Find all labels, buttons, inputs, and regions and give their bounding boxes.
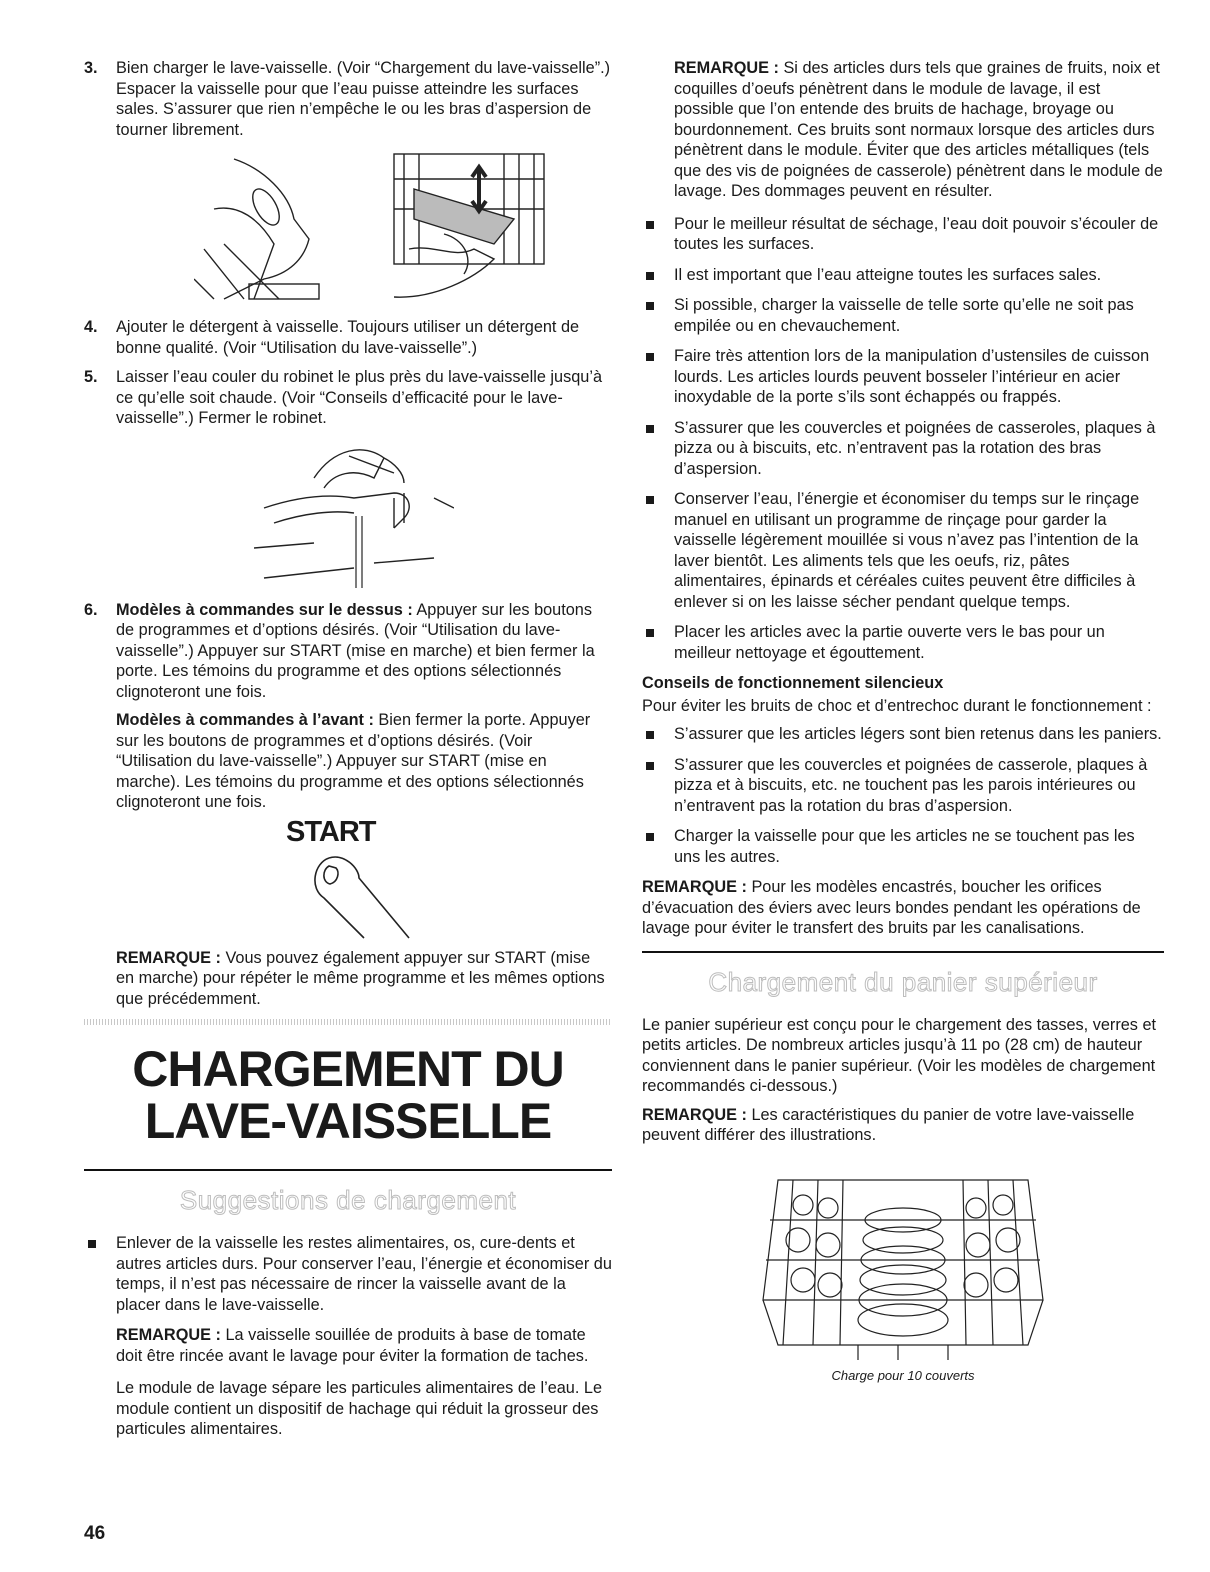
step-3 [84,58,612,140]
step-5 [84,367,612,429]
list-item-text: Enlever de la vaisselle les restes alimentaires, os, cure-dents et autres articles durs. Pour conserver l’eau, l’énergie et économiser du temps, il n’est pas nécessaire de rincer la vaisselle avant de la placer dans le lave-vaisselle. [116,1234,612,1314]
upper-rack-illustration [758,1160,1048,1360]
remark-label: REMARQUE : [116,1326,221,1344]
top-controls-text: Appuyer sur les boutons de programmes et d’options désirés. (Voir “Utilisation du lave-vaisselle”.) Appuyer sur START (mise en marche) et bien fermer la porte. Les témoins du programme et des options sélectionnés clignoteront une fois. [116,600,595,701]
divider [84,1169,612,1171]
divider [642,951,1164,953]
faucet-illustration [254,438,454,588]
step-number: 4. [84,318,98,336]
list-item [642,826,1164,867]
main-title-line2: LAVE-VAISSELLE [144,1093,552,1149]
remark-label: REMARQUE : [116,948,221,967]
list-item [642,418,1164,480]
step-number: 5. [84,368,98,386]
step-number: 3. [84,59,98,77]
list-item [642,622,1164,663]
divider [84,1019,612,1025]
quiet-tips-title: Conseils de fonctionnement silencieux [642,674,944,692]
quiet-tips-intro: Pour éviter les bruits de choc et d’entrechoc durant le fonctionnement : [642,696,1152,715]
remark-label: REMARQUE : [674,59,779,77]
list-item [642,346,1164,408]
front-controls-text: Bien fermer la porte. Appuyer sur les boutons de programmes et d’options désirés. (Voir “Utilisation du lave-vaisselle”.) Appuyer sur START (mise en marche). Les témoins du programme et des options sélectionnés clignoteront une fois. [116,711,591,811]
list-item [642,755,1164,817]
list-item-text: Charger la vaisselle pour que les articles ne se touchent pas les uns les autres. [674,827,1135,866]
list-item [642,265,1164,286]
main-title-line1: CHARGEMENT DU [132,1041,564,1097]
list-item-text: Faire très attention lors de la manipulation d’ustensiles de cuisson lourds. Les articles lourds peuvent bosseler l’intérieur en acier inoxydable de la porte s’ils sont échappés ou frappés. [674,347,1150,406]
remark-text: Si des articles durs tels que graines de fruits, noix et coquilles d’oeufs pénètrent dans le module de lavage, il est possible que l’on entende des bruits de hachage, broyage ou bourdonnement. Ces bruits sont normaux lorsque des articles durs pénètrent dans le module. Éviter que des articles métalliques (tels que des vis de poignées de casserole) pénètrent dans le module de lavage. Des dommages peuvent en résulter. [674,59,1163,200]
start-label: START [286,815,376,848]
upper-rack-title: Chargement du panier supérieur [708,966,1098,997]
list-item-text: S’assurer que les articles légers sont bien retenus dans les paniers. [674,725,1162,743]
list-item-text: S’assurer que les couvercles et poignées de casseroles, plaques à pizza ou à biscuits, etc. n’entravent pas la rotation des bras d’aspersion. [674,418,1156,478]
list-item-text: S’assurer que les couvercles et poignées de casserole, plaques à pizza et à biscuits, etc. ne touchent pas les parois intérieures ou n’entravent pas la rotation du bras d’aspersion. [674,755,1148,815]
step-text: Bien charger le lave-vaisselle. (Voir “Chargement du lave-vaisselle”.) Espacer la vaisselle pour que l’eau puisse atteindre les surfaces sales. S’assurer que rien n’empêche le ou les bras d’aspersion de tourner librement. [116,59,611,139]
step-6 [84,600,612,813]
list-item [642,295,1164,336]
list-item [642,489,1164,612]
step-4 [84,317,612,358]
figure-caption: Charge pour 10 couverts [831,1367,975,1383]
finger-press-icon [304,848,414,943]
list-item-text: Il est important que l’eau atteigne toutes les surfaces sales. [674,265,1102,284]
remark-text: Pour les modèles encastrés, boucher les orifices d’évacuation des éviers avec leurs bondes pendant les opérations de lavage pour éviter le transfert des bruits par les canalisations. [642,878,1141,937]
remark-text: La vaisselle souillée de produits à base de tomate doit être rincée avant le lavage pour éviter la formation de taches. [116,1326,589,1365]
module-paragraph: Le module de lavage sépare les particules alimentaires de l’eau. Le module contient un dispositif de hachage qui réduit la grosseur des particules alimentaires. [116,1379,603,1438]
remark-tomato [84,1325,612,1366]
step-number: 6. [84,600,98,619]
remark-built-in [642,877,1164,939]
list-item-text: Placer les articles avec la partie ouverte vers le bas pour un meilleur nettoyage et égouttement. [674,623,1105,662]
list-item-text: Pour le meilleur résultat de séchage, l’eau doit pouvoir s’écouler de toutes les surfaces. [674,214,1159,253]
remark-label: REMARQUE : [642,1105,747,1124]
section-title: Suggestions de chargement [179,1185,517,1215]
upper-rack-paragraph: Le panier supérieur est conçu pour le chargement des tasses, verres et petits articles. De nombreux articles jusqu’à 11 po (28 cm) de hauteur conviennent dans le panier supérieur. (Voir les modèles de chargement recommandés ci-dessous.) [642,1015,1157,1095]
remark-label: REMARQUE : [642,878,747,896]
remark-rack [642,1105,1164,1146]
step-text: Laisser l’eau couler du robinet le plus près du lave-vaisselle jusqu’à ce qu’elle soit chaude. (Voir “Conseils d’efficacité pour le lave-vaisselle”.) Fermer le robinet. [116,368,602,427]
list-item [642,214,1164,255]
list-item [84,1233,612,1315]
page-number: 46 [84,1523,106,1544]
step-text: Ajouter le détergent à vaisselle. Toujours utiliser un détergent de bonne qualité. (Voir “Utilisation du lave-vaisselle”.) [116,318,580,357]
left-column [84,58,612,1448]
top-controls-label: Modèles à commandes sur le dessus : [116,600,413,619]
remark-text: Vous pouvez également appuyer sur START (mise en marche) pour répéter le même programme et les mêmes options que précédemment. [116,948,605,1008]
loading-illustration [194,149,554,309]
main-title [84,1043,612,1147]
list-item [642,724,1164,745]
remark-start [84,948,612,1010]
start-button-illustration [84,815,612,944]
remark-hard-items [642,58,1164,202]
remark-text: Les caractéristiques du panier de votre lave-vaisselle peuvent différer des illustrations. [642,1105,1135,1144]
list-item-text: Si possible, charger la vaisselle de telle sorte qu’elle ne soit pas empilée ou en chevauchement. [674,296,1134,335]
right-column [642,58,1164,1386]
front-controls-label: Modèles à commandes à l’avant : [116,711,374,729]
list-item-text: Conserver l’eau, l’énergie et économiser du temps sur le rinçage manuel en utilisant un programme de rinçage pour garder la vaisselle légèrement mouillée si vous n’avez pas l’intention de la laver bientôt. Les aliments tels que les oeufs, riz, pâtes alimentaires, épinards et céréales cuites peuvent être difficiles à enlever si on les laisse sécher pendant quelque temps. [674,490,1140,611]
